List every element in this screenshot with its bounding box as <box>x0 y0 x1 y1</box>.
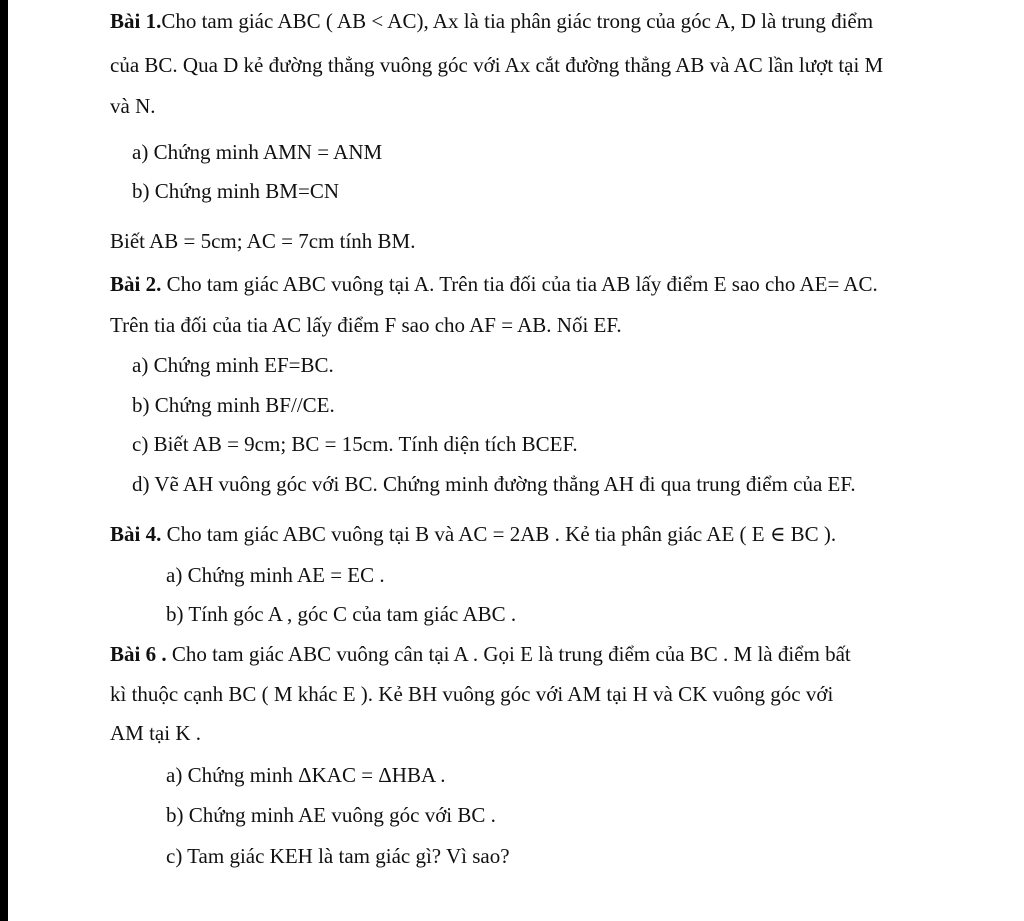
bai1-part-a: a) Chứng minh AMN = ANM <box>132 140 383 164</box>
bai6-line1-text: Cho tam giác ABC vuông cân tại A . Gọi E là trung điểm của BC . M là điểm bất <box>166 642 851 666</box>
bai1-heading: Bài 1. <box>110 9 162 33</box>
bai1-line3: và N. <box>110 94 156 118</box>
bai6-part-c: c) Tam giác KEH là tam giác gì? Vì sao? <box>166 844 510 868</box>
bai4-line1 <box>110 521 836 547</box>
bai1-given: Biết AB = 5cm; AC = 7cm tính BM. <box>110 229 416 253</box>
bai1-line2: của BC. Qua D kẻ đường thẳng vuông góc với Ax cắt đường thẳng AB và AC lần lượt tại M <box>110 53 884 77</box>
bai6-part-b: b) Chứng minh AE vuông góc với BC . <box>166 803 496 827</box>
left-edge-bar <box>0 0 8 921</box>
bai4-line1-text: Cho tam giác ABC vuông tại B và AC = 2AB . Kẻ tia phân giác AE ( E ∈ BC ). <box>161 522 837 546</box>
document-page <box>110 0 1010 921</box>
bai2-line2: Trên tia đối của tia AC lấy điểm F sao cho AF = AB. Nối EF. <box>110 313 622 337</box>
bai1-line1 <box>110 8 873 34</box>
bai2-part-a: a) Chứng minh EF=BC. <box>132 353 334 377</box>
bai6-line2: kì thuộc cạnh BC ( M khác E ). Kẻ BH vuông góc với AM tại H và CK vuông góc với <box>110 682 834 706</box>
bai2-part-c: c) Biết AB = 9cm; BC = 15cm. Tính diện tích BCEF. <box>132 432 578 456</box>
bai4-part-b: b) Tính góc A , góc C của tam giác ABC . <box>166 602 517 626</box>
bai2-part-b: b) Chứng minh BF//CE. <box>132 393 335 417</box>
bai6-part-a: a) Chứng minh ΔKAC = ΔHBA . <box>166 763 446 787</box>
bai2-line1 <box>110 271 878 297</box>
bai6-line1 <box>110 641 851 667</box>
bai4-heading: Bài 4. <box>110 522 162 546</box>
bai1-part-b: b) Chứng minh BM=CN <box>132 179 339 203</box>
bai2-line1-text: Cho tam giác ABC vuông tại A. Trên tia đối của tia AB lấy điểm E sao cho AE= AC. <box>161 272 878 296</box>
bai6-heading: Bài 6 . <box>110 642 167 666</box>
bai1-line1-text: Cho tam giác ABC ( AB < AC), Ax là tia phân giác trong của góc A, D là trung điểm <box>161 9 874 33</box>
bai2-part-d: d) Vẽ AH vuông góc với BC. Chứng minh đường thẳng AH đi qua trung điểm của EF. <box>132 472 856 496</box>
bai4-part-a: a) Chứng minh AE = EC . <box>166 563 385 587</box>
bai6-line3: AM tại K . <box>110 721 201 745</box>
bai2-heading: Bài 2. <box>110 272 162 296</box>
